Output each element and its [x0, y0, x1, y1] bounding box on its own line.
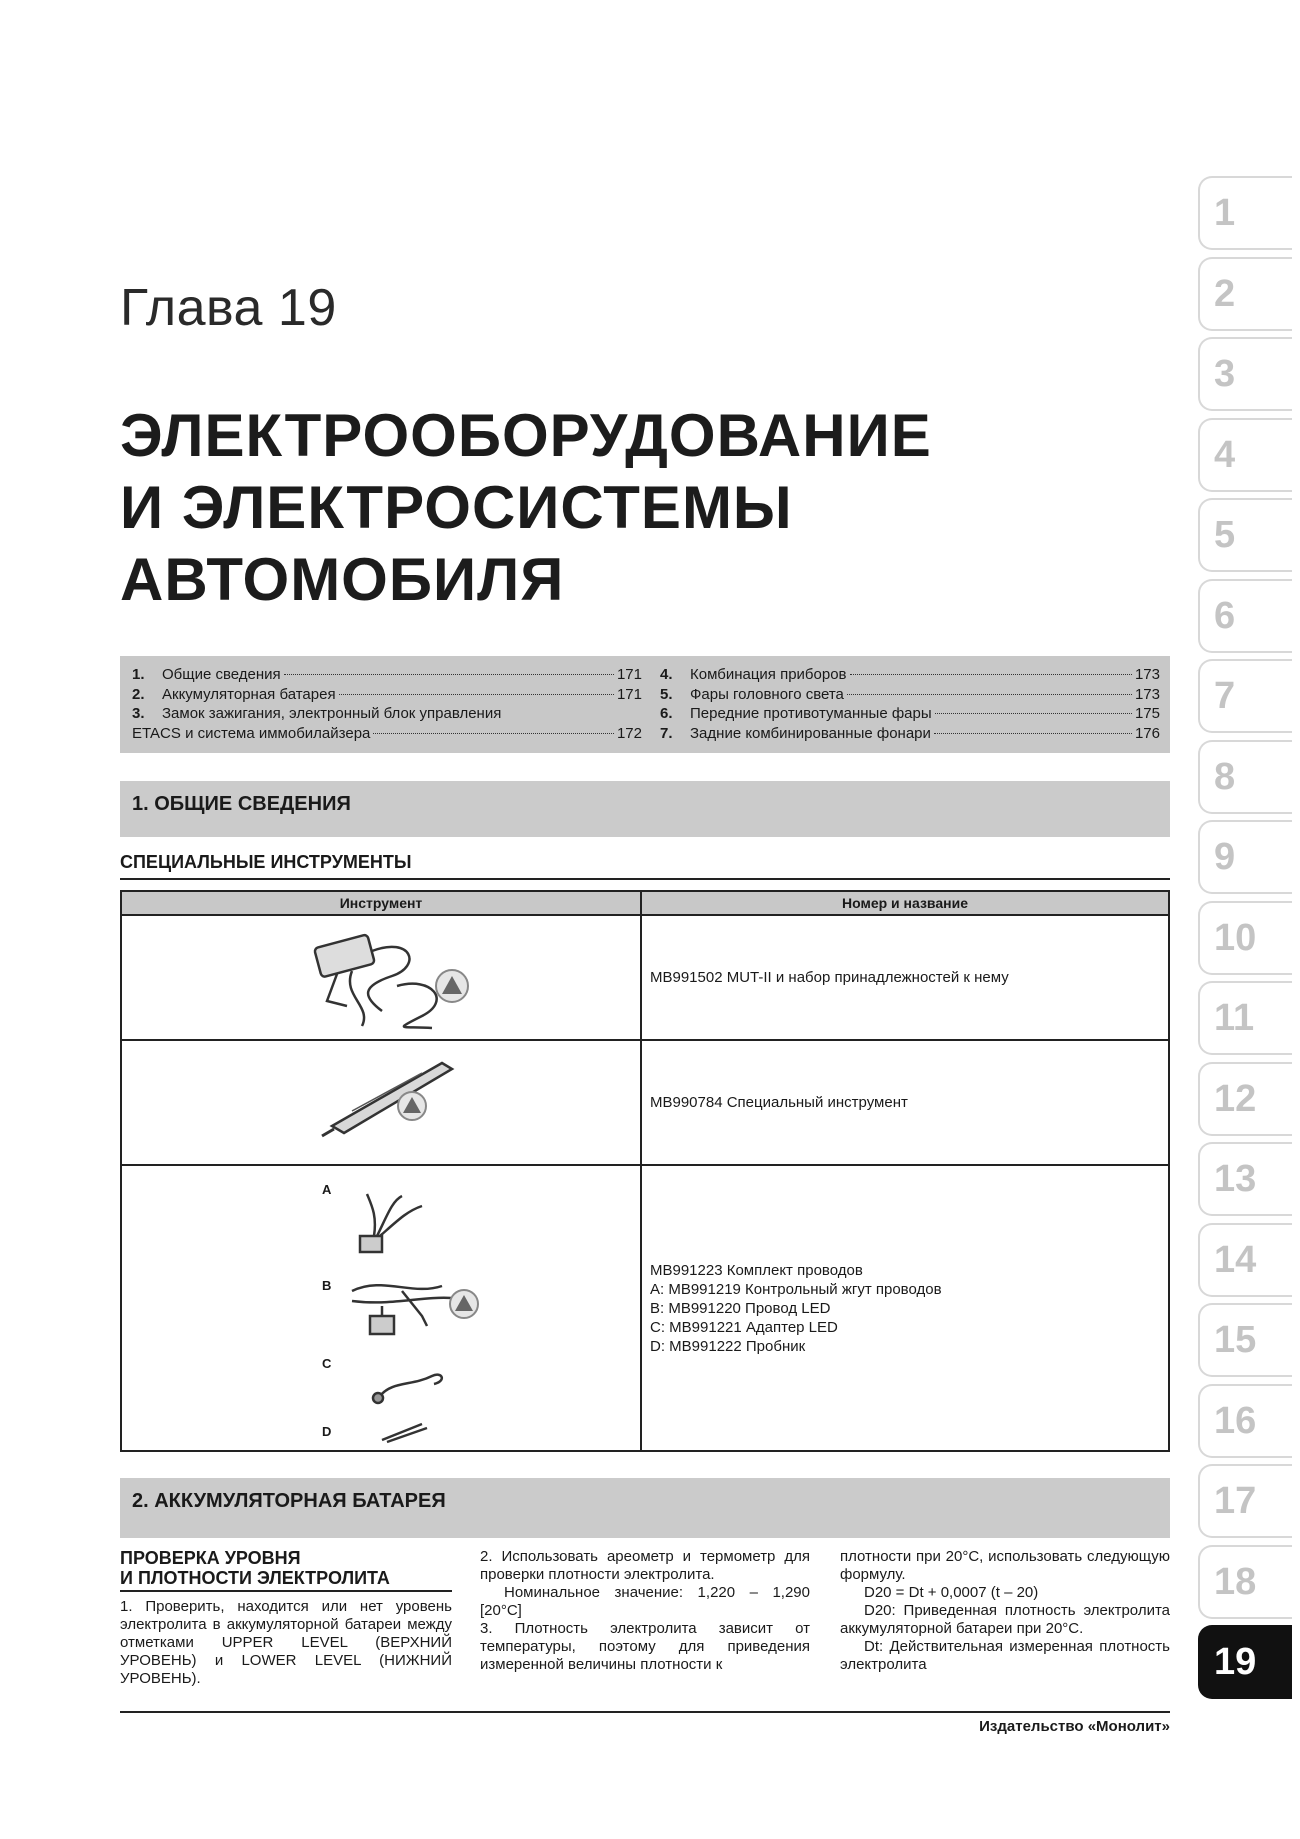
toc-entry[interactable]: 6. Передние противотуманные фары 175: [660, 705, 1160, 722]
item-label: A: [322, 1182, 332, 1197]
item-label: B: [322, 1278, 332, 1293]
table-header-row: [121, 891, 1169, 915]
tool-description: MB990784 Специальный инструмент: [641, 1040, 1169, 1165]
paragraph: 1. Проверить, находится или нет уровень электролита в аккумуляторной батареи между отметками UPPER LEVEL (ВЕРХНИЙ УРОВЕНЬ) и LOWER LEVEL (НИЖНИЙ УРОВЕНЬ).: [120, 1598, 452, 1687]
toc-entry[interactable]: 1. Общие сведения 171: [132, 666, 642, 683]
toc-entry[interactable]: 3. Замок зажигания, электронный блок управления: [132, 705, 502, 722]
chapter-tab-label: 4: [1214, 433, 1236, 476]
paragraph: 3. Плотность электролита зависит от температуры, поэтому для приведения измеренной величины плотности к: [480, 1620, 810, 1673]
chapter-label: Глава 19: [120, 279, 337, 337]
footer-rule: [120, 1711, 1170, 1713]
chapter-tab-label: 1: [1214, 192, 1236, 234]
chapter-tab-label: 5: [1214, 514, 1236, 556]
paragraph: плотности при 20°C, использовать следующую формулу.: [840, 1548, 1170, 1583]
toc-entry-continuation[interactable]: ETACS и система иммобилайзера 172: [132, 724, 642, 742]
chapter-tab-1[interactable]: [1198, 176, 1292, 250]
section-heading: [120, 781, 1170, 837]
chapter-tab-label: 16: [1214, 1399, 1257, 1442]
chapter-tab-label: 10: [1214, 916, 1257, 959]
chapter-tab-label: 8: [1214, 755, 1236, 798]
chapter-tab-11[interactable]: [1198, 981, 1292, 1055]
chapter-tab-10[interactable]: [1198, 901, 1292, 975]
desc-line: C: MB991221 Адаптер LED: [650, 1318, 838, 1336]
chapter-tab-19[interactable]: [1198, 1625, 1292, 1699]
chapter-contents: [120, 656, 1170, 753]
chapter-tab-label: 2: [1214, 272, 1236, 315]
chapter-tab-label: 14: [1214, 1238, 1257, 1281]
paragraph: Номинальное значение: 1,220 – 1,290 [20°C]: [480, 1584, 810, 1619]
text-column: [480, 1548, 810, 1674]
toc-entry[interactable]: 5. Фары головного света 173: [660, 685, 1160, 703]
formula: D20 = Dt + 0,0007 (t – 20): [864, 1584, 1039, 1601]
chapter-title-line: АВТОМОБИЛЯ: [120, 546, 565, 613]
tool-description: [641, 1165, 1169, 1451]
toc-entry[interactable]: 4. Комбинация приборов 173: [660, 666, 1160, 683]
chapter-tab-2[interactable]: [1198, 257, 1292, 331]
section-heading: [120, 1478, 1170, 1538]
chapter-title: [120, 400, 932, 616]
column-header: Инструмент: [121, 891, 641, 915]
chapter-tab-4[interactable]: [1198, 418, 1292, 492]
desc-line: D: MB991222 Пробник: [650, 1337, 806, 1355]
chapter-tab-label: 13: [1214, 1158, 1257, 1200]
chapter-tab-18[interactable]: [1198, 1545, 1292, 1619]
special-tools-table: [120, 890, 1170, 1452]
desc-line: B: MB991220 Провод LED: [650, 1299, 831, 1317]
chapter-tab-15[interactable]: [1198, 1303, 1292, 1377]
toc-entry[interactable]: 7. Задние комбинированные фонари 176: [660, 724, 1160, 742]
chapter-tab-8[interactable]: [1198, 740, 1292, 814]
desc-line: A: MB991219 Контрольный жгут проводов: [650, 1280, 942, 1298]
text-column: [120, 1548, 452, 1688]
toc-entry[interactable]: 2. Аккумуляторная батарея 171: [132, 685, 642, 703]
chapter-tab-3[interactable]: [1198, 337, 1292, 411]
item-label: C: [322, 1356, 332, 1371]
tool-image-cell: [121, 915, 641, 1040]
table-row: [121, 915, 1169, 1040]
chapter-title-line: И ЭЛЕКТРОСИСТЕМЫ: [120, 474, 793, 541]
paragraph: Dt: Действительная измеренная плотность электролита: [840, 1638, 1170, 1673]
chapter-tab-label: 11: [1214, 997, 1255, 1039]
tool-description: MB991502 MUT-II и набор принадлежностей к нему: [641, 915, 1169, 1040]
column-header: Номер и название: [641, 891, 1169, 915]
desc-line: MB991223 Комплект проводов: [650, 1261, 863, 1279]
subsection-heading: СПЕЦИАЛЬНЫЕ ИНСТРУМЕНТЫ: [120, 852, 1170, 880]
chapter-title-line: ЭЛЕКТРООБОРУДОВАНИЕ: [120, 402, 932, 469]
table-row: [121, 1165, 1169, 1451]
chapter-tab-label: 6: [1214, 594, 1236, 637]
publisher-name: Издательство «Монолит»: [979, 1718, 1170, 1735]
chapter-tab-label: 18: [1214, 1560, 1257, 1603]
paragraph: 2. Использовать ареометр и термометр для проверки плотности электролита.: [480, 1548, 810, 1583]
wiring-kit-illustration: [122, 1166, 640, 1450]
chapter-tab-14[interactable]: [1198, 1223, 1292, 1297]
chapter-tab-label: 19: [1214, 1641, 1257, 1683]
section-title: 1. ОБЩИЕ СВЕДЕНИЯ: [132, 793, 351, 815]
diagnostic-tester-illustration: [122, 916, 640, 1034]
special-tool-illustration: [122, 1041, 640, 1159]
text-column: [840, 1548, 1170, 1674]
chapter-tab-17[interactable]: [1198, 1464, 1292, 1538]
tool-image-cell: [121, 1040, 641, 1165]
chapter-tab-label: 7: [1214, 675, 1236, 717]
chapter-tab-16[interactable]: [1198, 1384, 1292, 1458]
chapter-tab-5[interactable]: [1198, 498, 1292, 572]
chapter-tab-9[interactable]: [1198, 820, 1292, 894]
chapter-tab-6[interactable]: [1198, 579, 1292, 653]
paragraph: D20: Приведенная плотность электролита аккумуляторной батареи при 20°C.: [840, 1602, 1170, 1637]
chapter-tab-7[interactable]: [1198, 659, 1292, 733]
chapter-tab-label: 12: [1214, 1077, 1257, 1120]
chapter-tab-12[interactable]: [1198, 1062, 1292, 1136]
subsection-heading: ПРОВЕРКА УРОВНЯ И ПЛОТНОСТИ ЭЛЕКТРОЛИТА: [120, 1548, 452, 1592]
chapter-tab-label: 9: [1214, 836, 1236, 878]
chapter-tab-label: 3: [1214, 353, 1236, 395]
tool-image-cell: [121, 1165, 641, 1451]
chapter-tab-label: 17: [1214, 1480, 1257, 1522]
chapter-tab-13[interactable]: [1198, 1142, 1292, 1216]
chapter-tab-label: 15: [1214, 1319, 1257, 1361]
section-title: 2. АККУМУЛЯТОРНАЯ БАТАРЕЯ: [132, 1490, 446, 1512]
item-label: D: [322, 1424, 332, 1439]
table-row: [121, 1040, 1169, 1165]
